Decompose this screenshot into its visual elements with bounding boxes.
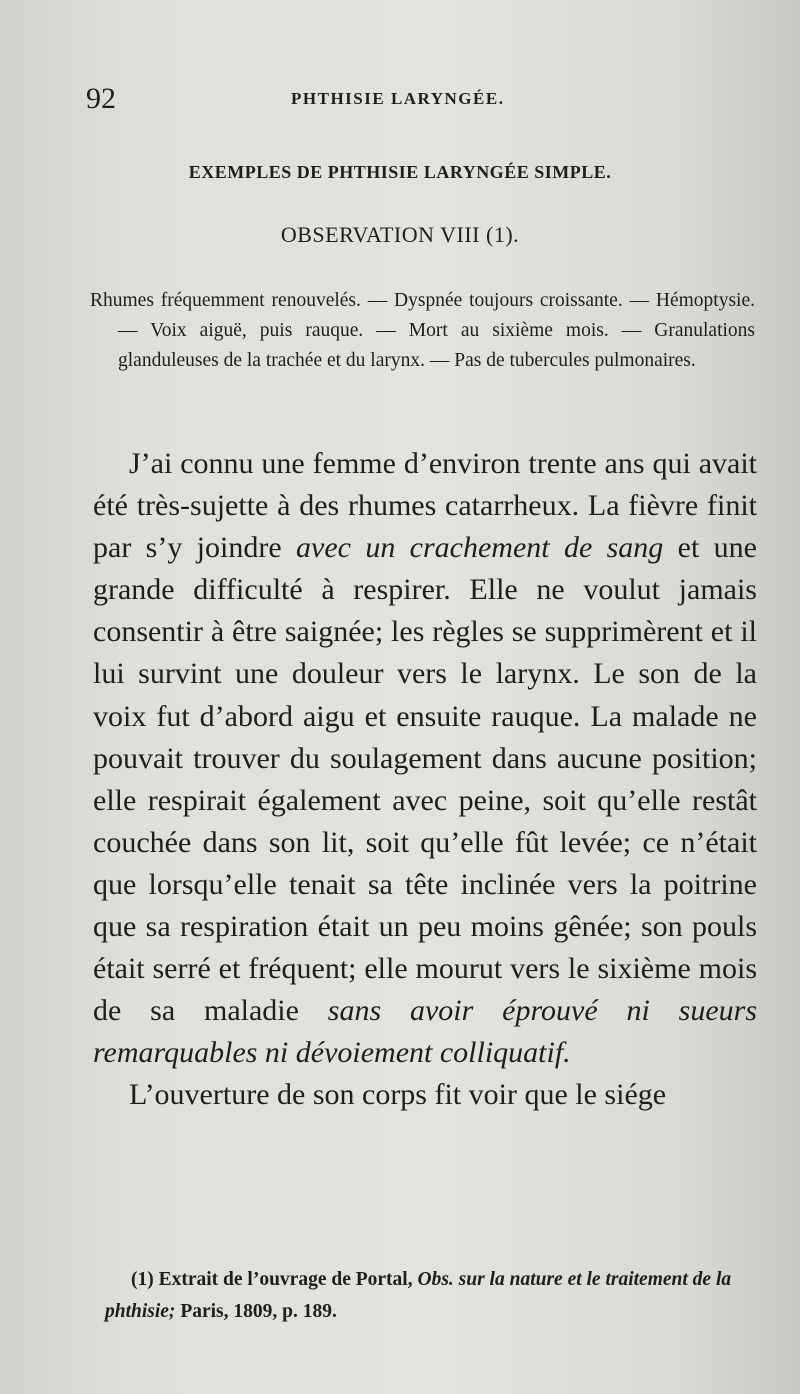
paragraph-2: L’ouverture de son corps fit voir que le siége xyxy=(129,1078,667,1112)
paragraph-1-italic-2: sans avoir éprouvé ni sueurs remarquables ni dévoiement colliquatif. xyxy=(93,994,757,1070)
footnote-part-b: Paris, 1809, p. 189. xyxy=(175,1301,337,1322)
paragraph-1-part-a: J’ai connu une femme d’environ trente ans qui avait été très-sujette à des rhumes catarrheux. La fièvre finit par s’y joindre xyxy=(93,447,757,565)
footnote-italic: Obs. sur la nature et le traitement de la phthisie; xyxy=(105,1269,732,1322)
footnote-part-a: (1) Extrait de l’ouvrage de Portal, xyxy=(131,1269,418,1290)
footnote-text xyxy=(105,1264,765,1328)
observation-title: OBSERVATION VIII (1). xyxy=(280,222,520,247)
summary-text: Rhumes fréquemment renouvelés. — Dyspnée toujours croissante. — Hémoptysie.— Voix aiguë, puis rauque. — Mort au sixième mois. — Granulations glanduleuses de la trachée et du larynx. — Pas de tubercules pulmonaires. xyxy=(90,290,755,371)
footnote xyxy=(105,1264,765,1328)
main-text xyxy=(93,443,757,1117)
running-title: PHTHISIE LARYNGÉE. xyxy=(291,89,505,108)
paragraph-1-italic-1: avec un crachement de sang xyxy=(296,531,664,565)
page-number: 92 xyxy=(86,82,116,115)
observation-summary xyxy=(90,286,755,376)
paragraph-1 xyxy=(93,443,757,1074)
page-header xyxy=(86,80,740,120)
section-title: EXEMPLES DE PHTHISIE LARYNGÉE SIMPLE. xyxy=(188,162,612,182)
paragraph-1-part-b: et une grande difficulté à respirer. Elle ne voulut jamais consentir à être saignée; les règles se supprimèrent et il lui survint une douleur vers le larynx. Le son de la voix fut d’abord aigu et ensuite rauque. La malade ne pouvait trouver du soulagement dans aucune position; elle respirait également avec peine, soit qu’elle restât couchée dans son lit, soit qu’elle fût levée; ce n’était que lorsqu’elle tenait sa tête inclinée vers la poitrine que sa respiration était un peu moins gênée; son pouls était serré et fréquent; elle mourut vers le sixième mois de sa maladie xyxy=(93,531,757,1028)
